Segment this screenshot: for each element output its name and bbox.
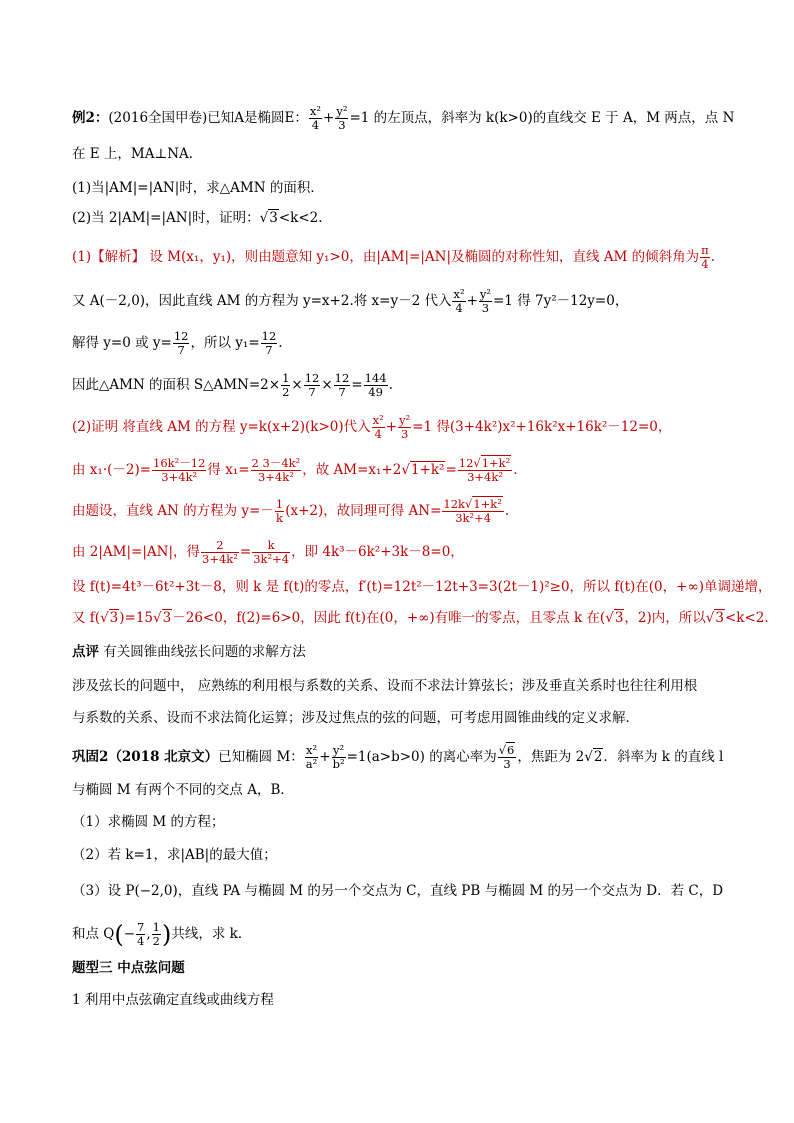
solution-2-line-3: 由题设，直线 AN 的方程为 y=－ $\frac{1}{k}$ (x+2)，故同理可得 AN= $\frac{\text{12k√1+k²}}{\text{3k²+4}}$ . [72, 497, 510, 525]
solution-1-line-4: 因此△AMN 的面积 S△AMN=2× $\frac{1}{2}$ × $\frac{12}{7}$ × $\frac{12}{7}$ = $\frac{144}{49}$ . [72, 371, 393, 399]
fraction: $\frac{\text{x²}}{\text{a²}}$ [305, 743, 318, 771]
fraction: $\frac{\text{2 3－4k²}}{\text{3+4k²}}$ [251, 456, 301, 484]
fraction: $\frac{12}{7}$ [334, 371, 350, 399]
fraction: $\frac{1}{k}$ [275, 497, 284, 525]
fraction: $\frac{1}{2}$ [282, 371, 290, 399]
fraction: $\frac{k}{\text{3k²+4}}$ [253, 538, 290, 566]
fraction: $\frac{\text{16k²－12}}{\text{3+4k²}}$ [153, 456, 206, 484]
fraction: $\frac{\text{x²}}{4}$ [453, 287, 465, 315]
fraction: $\frac{12}{7}$ [261, 329, 277, 357]
example-2-line-1: 例2：(2016全国甲卷)已知A是椭圆E： $\frac{\text{x²}}{4}$ + $\frac{\text{y²}}{3}$ =1 的左顶点，斜率为 k(k>0)的直线交 E 于 A，M 两点，点 N [72, 104, 735, 132]
consolidation-question-3-cont: 和点 Q(− $\frac{7}{4}$ , $\frac{1}{2}$ )共线，求 k． [72, 920, 252, 949]
solution-2-line-1: (2)证明 将直线 AM 的方程 y=k(x+2)(k>0)代入 $\frac{\text{x²}}{4}$ + $\frac{\text{y²}}{3}$ =1 得(3+4k²)x²+16k²x+16k²－12=0， [72, 413, 672, 441]
solution-2-line-6: 又 f(√3)=15√3－26<0，f(2)=6>0，因此 f(t)在(0，+∞)有唯一的零点，且零点 k 在(√3，2)内，所以√3<k<2. [72, 610, 769, 626]
example-2-line-2: 在 E 上，MA⊥NA. [72, 146, 194, 162]
review-paragraph-2: 与系数的关系、设而不求法简化运算；涉及过焦点的弦的问题，可考虑用圆锥曲线的定义求解． [72, 710, 639, 726]
fraction: $\frac{\text{12k√1+k²}}{\text{3k²+4}}$ [443, 497, 502, 525]
solution-1-line-1: (1)【解析】 设 M(x₁，y₁)，则由题意知 y₁>0，由|AM|=|AN|及椭圆的对称性知，直线 AM 的倾斜角为 $\frac{\pi}{4}$ . [72, 243, 716, 271]
review-label: 点评 [72, 644, 99, 660]
fraction: $\frac{\text{y²}}{3}$ [336, 104, 348, 132]
section-3-item-1: 1 利用中点弦确定直线或曲线方程 [72, 992, 274, 1008]
fraction: $\frac{\text{x²}}{4}$ [309, 104, 322, 132]
consolidation-question-1: （1）求椭圆 M 的方程； [72, 814, 225, 830]
fraction: $\frac{\text{y²}}{3}$ [479, 287, 491, 315]
fraction: $\frac{\text{x²}}{4}$ [372, 413, 384, 441]
review-heading: 点评 有关圆锥曲线弦长问题的求解方法 [72, 644, 306, 660]
fraction: $\frac{7}{4}$ [137, 920, 145, 948]
solution-2-line-2: 由 x₁·(－2)= $\frac{\text{16k²－12}}{\text{3+4k²}}$ 得 x₁= $\frac{\text{2 3－4k²}}{\text{3+4k²}}$ ，故 AM=x₁+2√1+k²= $\frac{\text{12√1+k²}}{\text{3+4k²}}$ . [72, 456, 518, 484]
consolidation-2-line-2: 与椭圆 M 有两个不同的交点 A，B． [72, 782, 294, 798]
question-2: (2)当 2|AM|=|AN|时，证明：√3<k<2. [72, 210, 323, 226]
question-1: (1)当|AM|=|AN|时，求△AMN 的面积． [72, 180, 324, 196]
example-label: 例2： [72, 110, 109, 126]
fraction: $\frac{√6}{3}$ [498, 743, 515, 771]
fraction: $\frac{\text{12√1+k²}}{\text{3+4k²}}$ [458, 456, 511, 484]
fraction: $\frac{2}{\text{3+4k²}}$ [202, 538, 238, 566]
consolidation-label: 巩固2（2018 北京文） [72, 749, 219, 765]
consolidation-2-line-1: 巩固2（2018 北京文）已知椭圆 M： $\frac{\text{x²}}{\text{a²}}$ + $\frac{\text{y²}}{\text{b²}}$ =1(a>b>0) 的离心率为 $\frac{√6}{3}$ ，焦距为 2√2．斜率为 k 的直线 l [72, 743, 724, 771]
fraction: $\frac{1}{2}$ [152, 920, 160, 948]
review-paragraph-1: 涉及弦长的问题中， 应熟练的利用根与系数的关系、设而不求法计算弦长；涉及垂直关系时也往往利用根 [72, 678, 698, 694]
section-3-title: 题型三 中点弦问题 [72, 960, 185, 976]
solution-1-line-2: 又 A(－2,0)，因此直线 AM 的方程为 y=x+2.将 x=y－2 代入 $\frac{\text{x²}}{4}$ + $\frac{\text{y²}}{3}$ =1 得 7y²－12y=0， [72, 287, 629, 315]
consolidation-question-3: （3）设 P(−2,0)，直线 PA 与椭圆 M 的另一个交点为 C，直线 PB 与椭圆 M 的另一个交点为 D．若 C，D [72, 883, 724, 899]
fraction: $\frac{\text{y²}}{3}$ [399, 413, 411, 441]
fraction: $\frac{12}{7}$ [173, 329, 189, 357]
solution-1-line-3: 解得 y=0 或 y= $\frac{12}{7}$ ，所以 y₁= $\frac{12}{7}$ . [72, 329, 283, 357]
fraction: $\frac{144}{49}$ [364, 371, 387, 399]
solution-2-line-5: 设 f(t)=4t³－6t²+3t－8，则 k 是 f(t)的零点，f′(t)=12t²－12t+3=3(2t－1)²≥0，所以 f(t)在(0，+∞)单调递增， [72, 579, 772, 595]
fraction: $\frac{\pi}{4}$ [701, 243, 709, 271]
solution-2-line-4: 由 2|AM|=|AN|，得 $\frac{2}{\text{3+4k²}}$ = $\frac{k}{\text{3k²+4}}$ ，即 4k³－6k²+3k－8=0， [72, 538, 464, 566]
fraction: $\frac{\text{y²}}{\text{b²}}$ [332, 743, 345, 771]
consolidation-question-2: （2）若 k=1，求|AB|的最大值； [72, 847, 277, 863]
fraction: $\frac{12}{7}$ [304, 371, 320, 399]
